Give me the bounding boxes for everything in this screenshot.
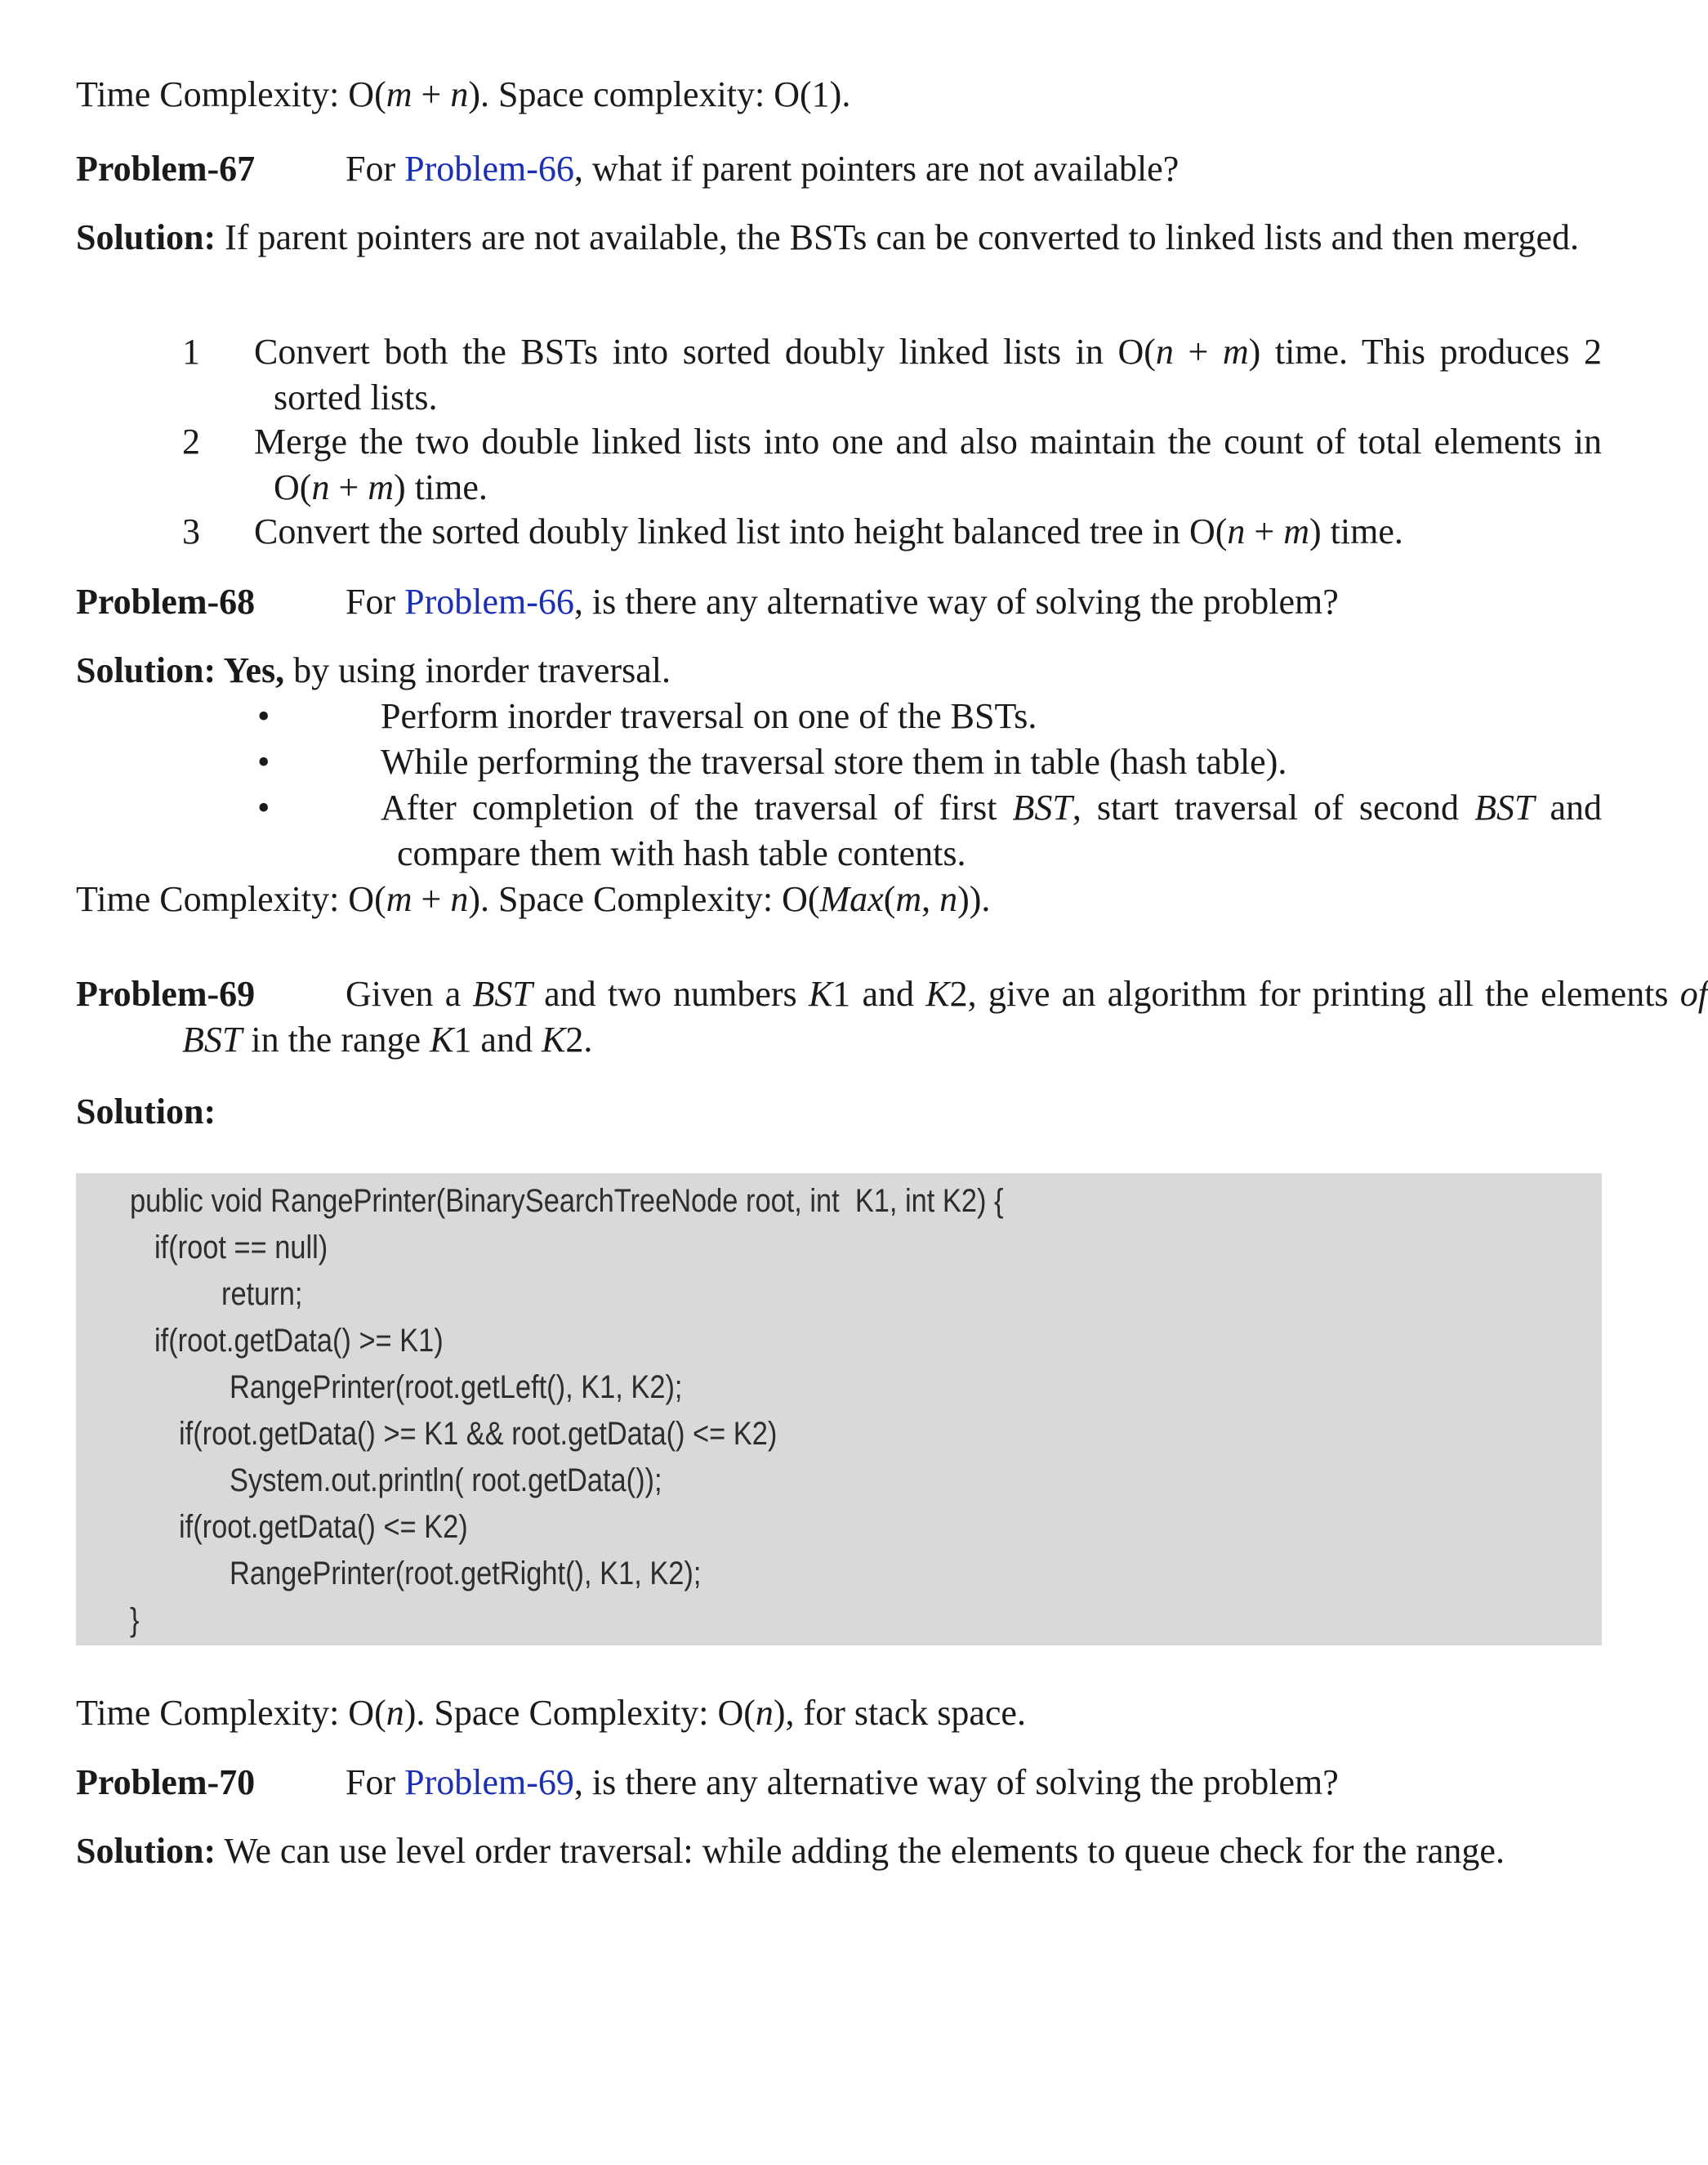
bullet-item — [182, 694, 1602, 739]
text-run: 2. — [565, 1020, 593, 1060]
complexity-68-line — [76, 877, 1602, 922]
bullet-icon: • — [257, 788, 270, 828]
code-line: if(root.getData() <= K2) — [179, 1509, 468, 1545]
math-var: n — [1155, 332, 1174, 372]
bullet-item — [182, 739, 1602, 785]
text-run: and two numbers — [532, 974, 809, 1014]
bullet-text: While performing the traversal store them in table (hash table). — [381, 742, 1287, 782]
math-var: n — [450, 879, 469, 919]
math-var: BST — [472, 974, 533, 1014]
list-item — [182, 509, 1602, 555]
math-var: BST — [1012, 788, 1073, 828]
text-run: After completion of the traversal of first — [381, 788, 1013, 828]
problem-label: Problem-68 — [76, 582, 256, 622]
text-run: Time Complexity: O( — [76, 879, 386, 919]
text-run: Time Complexity: O( — [76, 74, 386, 114]
text-run: Merge the two double linked lists into one and also maintain the count of total elements in O( — [254, 422, 1602, 507]
text-run: + — [329, 467, 368, 507]
list-number: 3 — [182, 511, 200, 551]
math-var: m — [1222, 332, 1249, 372]
code-line: RangePrinter(root.getRight(), K1, K2); — [230, 1556, 702, 1591]
math-var: m — [368, 467, 395, 507]
problem-link[interactable]: Problem-66 — [404, 149, 574, 189]
math-var: BST — [1474, 788, 1535, 828]
problem-link[interactable]: Problem-69 — [404, 1762, 574, 1802]
problem-label: Problem-69 — [76, 974, 256, 1014]
bullet-text: Perform inorder traversal on one of the BSTs. — [381, 696, 1037, 736]
bullet-text — [381, 785, 1602, 877]
text-run: ) time. This produces 2 sorted lists. — [274, 332, 1603, 417]
math-var: m — [895, 879, 922, 919]
math-var: n — [386, 1693, 404, 1733]
text-run: For — [346, 582, 405, 622]
text-run: ). Space Complexity: O( — [468, 879, 820, 919]
text-run: ). Space complexity: O(1). — [468, 74, 851, 114]
text-run: Convert both the BSTs into sorted doubly linked lists in O( — [254, 332, 1156, 372]
list-item — [182, 419, 1602, 511]
math-var: K — [808, 974, 833, 1014]
text-run: + — [412, 879, 451, 919]
solution-67 — [76, 215, 1602, 261]
text-run: 1 and — [453, 1020, 542, 1060]
text-run: , is there any alternative way of solving the problem? — [573, 582, 1339, 622]
text-run: For — [346, 149, 405, 189]
text-run: For — [346, 1762, 405, 1802]
problem-69-statement — [76, 971, 1708, 1063]
math-var: K — [430, 1020, 454, 1060]
text-run: Time Complexity: O( — [76, 1693, 386, 1733]
list-item-text — [254, 329, 1602, 421]
math-var: n — [1227, 511, 1246, 551]
text-run: ( — [883, 879, 896, 919]
solution-68 — [76, 648, 1602, 694]
math-var: m — [386, 74, 413, 114]
math-var: K — [925, 974, 950, 1014]
math-var: n — [755, 1693, 774, 1733]
code-line: } — [130, 1602, 140, 1638]
text-run: in the range — [242, 1020, 430, 1060]
text-run: 1 and — [832, 974, 926, 1014]
math-var: Max — [819, 879, 884, 919]
bullet-icon: • — [257, 742, 270, 782]
problem-67-statement — [76, 146, 1602, 192]
bullet-item — [182, 785, 1602, 877]
list-item — [182, 329, 1602, 421]
text-run: ) time. — [1309, 511, 1403, 551]
time-complexity-line — [76, 72, 1602, 118]
list-number: 2 — [182, 422, 200, 462]
code-line: RangePrinter(root.getLeft(), K1, K2); — [230, 1369, 683, 1405]
complexity-69-line — [76, 1690, 1602, 1736]
solution-label: Solution: — [76, 217, 216, 257]
solution-69-label: Solution: — [76, 1091, 216, 1132]
code-block — [76, 1173, 1602, 1645]
yes-emphasis: Yes, — [216, 650, 285, 690]
text-run: and compare them with hash table contents. — [397, 788, 1602, 873]
text-run: ), for stack space. — [773, 1693, 1026, 1733]
math-var: n — [311, 467, 330, 507]
text-run: Given a — [346, 974, 473, 1014]
text-run: + — [412, 74, 451, 114]
math-var: K — [541, 1020, 566, 1060]
text-run: ) time. — [394, 467, 488, 507]
text-run: ). Space Complexity: O( — [404, 1693, 756, 1733]
text-run: + — [1173, 332, 1223, 372]
code-line: if(root.getData() >= K1 && root.getData() <= K2) — [179, 1416, 778, 1452]
text-run: If parent pointers are not available, the BSTs can be converted to linked lists and then merged. — [216, 217, 1579, 257]
solution-70 — [76, 1828, 1602, 1874]
problem-label: Problem-67 — [76, 149, 256, 189]
code-line: if(root.getData() >= K1) — [154, 1323, 444, 1359]
list-item-text — [254, 509, 1602, 555]
code-line: System.out.println( root.getData()); — [230, 1462, 662, 1498]
code-line: return; — [221, 1276, 303, 1312]
text-run: + — [1245, 511, 1284, 551]
problem-label: Problem-70 — [76, 1762, 256, 1802]
list-number: 1 — [182, 332, 200, 372]
text-run: , start traversal of second — [1072, 788, 1475, 828]
code-line: if(root == null) — [154, 1230, 328, 1266]
math-var: n — [450, 74, 469, 114]
problem-link[interactable]: Problem-66 — [404, 582, 574, 622]
math-var: m — [386, 879, 413, 919]
text-run: , is there any alternative way of solving the problem? — [573, 1762, 1339, 1802]
text-run: We can use level order traversal: while adding the elements to queue check for the range. — [216, 1831, 1505, 1871]
list-item-text — [254, 419, 1602, 511]
math-var: n — [939, 879, 958, 919]
text-run: 2, give an algorithm for printing all the elements — [949, 974, 1680, 1014]
problem-68-statement — [76, 579, 1602, 625]
text-run: by using inorder traversal. — [284, 650, 671, 690]
bullet-icon: • — [257, 696, 270, 736]
math-var: m — [1283, 511, 1310, 551]
text-run: , — [921, 879, 940, 919]
solution-label: Solution: — [76, 1831, 216, 1871]
problem-70-statement — [76, 1760, 1602, 1806]
code-line: public void RangePrinter(BinarySearchTreeNode root, int K1, int K2) { — [130, 1183, 1004, 1219]
text-run: , what if parent pointers are not available? — [573, 149, 1180, 189]
solution-label: Solution: — [76, 650, 216, 690]
text-run: )). — [957, 879, 991, 919]
text-run: Convert the sorted doubly linked list into height balanced tree in O( — [254, 511, 1228, 551]
math-var: of BST — [182, 974, 1708, 1060]
